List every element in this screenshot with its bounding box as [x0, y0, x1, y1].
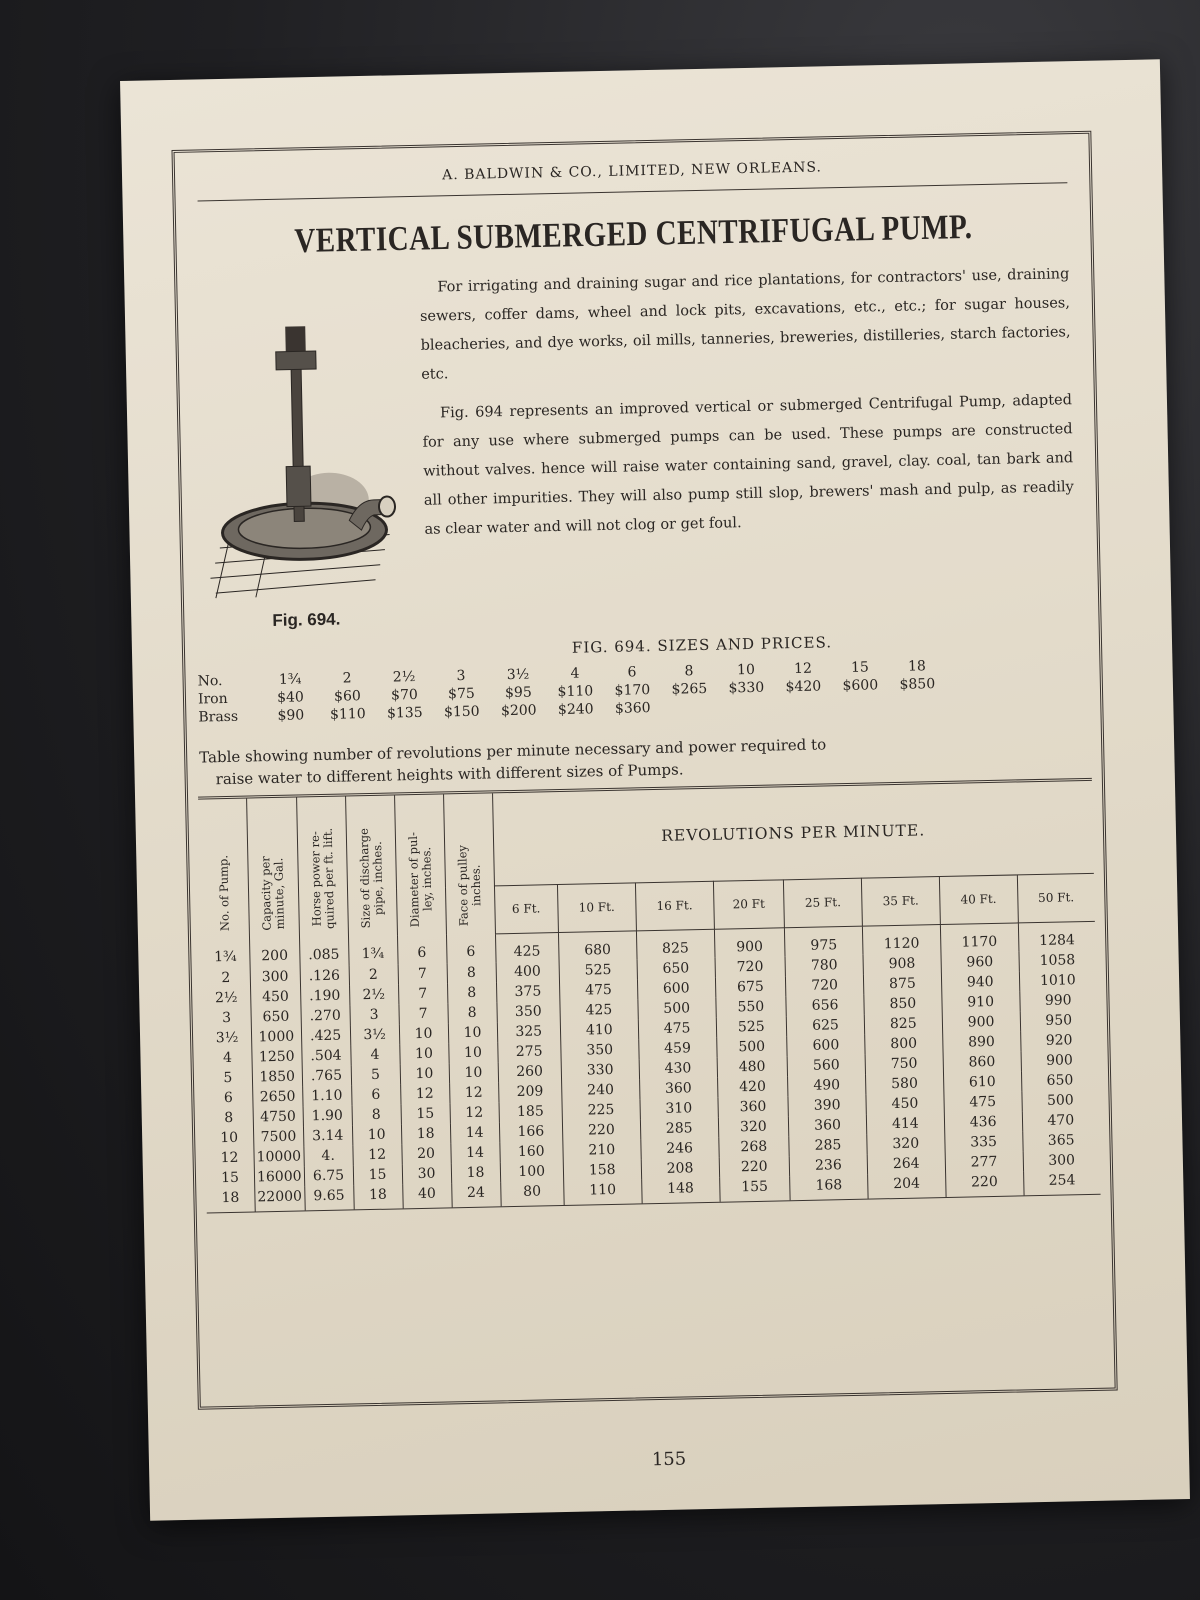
pump-figure [199, 274, 406, 632]
table-cell: 436 [944, 1111, 1022, 1133]
prices-cell [889, 693, 946, 712]
prices-cell: 3½ [506, 666, 530, 684]
table-cell: 650 [251, 1006, 301, 1027]
table-cell: 365 [1047, 1131, 1075, 1149]
table-cell: 475 [559, 979, 637, 1001]
table-cell: 875 [863, 973, 941, 995]
table-cell: 720 [715, 956, 786, 977]
page-frame [171, 131, 1117, 1410]
prices-cell: $135 [386, 704, 423, 722]
prices-cell: $600 [842, 677, 879, 695]
table-cell: 410 [560, 1019, 638, 1041]
table-cell: 990 [1044, 991, 1072, 1009]
table-cell: 155 [719, 1176, 790, 1201]
table-cell: 8 [447, 982, 496, 1003]
column-header-text: Face of pulley inches. [454, 844, 483, 927]
table-cell: 860 [943, 1051, 1021, 1073]
table-cell: 15 [401, 1103, 450, 1124]
prices-cell: $200 [500, 702, 537, 720]
table-cell: 20 [401, 1143, 450, 1164]
prices-cell: $420 [785, 678, 822, 696]
table-cell: 475 [944, 1091, 1022, 1113]
prices-cell: $40 [276, 689, 305, 706]
prices-cell: $850 [899, 676, 936, 693]
table-cell: 200 [250, 937, 300, 967]
table-cell: 425 [560, 999, 638, 1021]
table-cell: 254 [1048, 1171, 1076, 1189]
table-cell: 4. [303, 1145, 352, 1166]
table-cell: 2½ [202, 987, 251, 1008]
table-cell: 1058 [1039, 951, 1076, 969]
column-header-text: No. of Pump. [215, 854, 232, 932]
table-cell: 6 [446, 933, 496, 963]
table-cell: 10 [205, 1127, 254, 1148]
rpm-heading: REVOLUTIONS PER MINUTE. [661, 821, 926, 845]
table-cell: 680 [558, 930, 636, 960]
table-cell: 375 [496, 981, 560, 1002]
table-cell: .504 [301, 1045, 350, 1066]
table-cell: 209 [498, 1081, 562, 1102]
table-cell: .085 [299, 936, 349, 966]
table-cell: 7 [398, 1003, 447, 1024]
table-cell: 825 [636, 929, 714, 959]
table-cell: 100 [500, 1161, 564, 1182]
table-cell: 550 [715, 996, 786, 1017]
table-cell: 975 [785, 926, 863, 956]
table-caption-line2: raise water to different heights with different sizes of Pumps. [215, 760, 684, 789]
table-cell: 4 [203, 1047, 252, 1068]
table-cell: 910 [942, 991, 1020, 1013]
table-cell: 330 [561, 1059, 639, 1081]
column-header-text: Horse power re- quired per ft. lift. [307, 827, 337, 929]
height-header: 35 Ft. [861, 877, 940, 926]
table-cell: 3.14 [303, 1125, 352, 1146]
table-cell: 12 [400, 1083, 449, 1104]
table-cell: 625 [786, 1014, 864, 1036]
table-cell: 1010 [1039, 971, 1076, 989]
table-cell: 160 [499, 1141, 563, 1162]
table-cell: 2 [349, 964, 398, 985]
prices-cell: 4 [570, 665, 580, 682]
intro-section [199, 260, 1076, 632]
table-cell: 900 [1045, 1051, 1074, 1069]
table-cell: 30 [402, 1163, 451, 1184]
table-cell: 204 [868, 1173, 946, 1199]
table-cell: 220 [562, 1119, 640, 1141]
prices-cell: $170 [614, 682, 651, 699]
table-cell: 890 [942, 1031, 1020, 1053]
paragraph-description: Fig. 694 represents an improved vertical or submerged Centrifugal Pump, adapted for any use where submerged pumps can be used. These pumps are constructed without valves. hence will raise water containing sand, gravel, clay. coal, tan bark and all other impurities. They will also pump still slop, brewers' mash and pulp, as readily as clear water and will not clog or get foul. [422, 392, 1074, 538]
table-cell: 5 [351, 1064, 400, 1085]
table-cell: 246 [641, 1137, 719, 1159]
prices-cell: $110 [329, 706, 366, 723]
table-cell: 310 [640, 1097, 718, 1119]
prices-cell: 6 [627, 664, 637, 681]
table-cell: 225 [562, 1099, 640, 1121]
prices-cell: 8 [684, 663, 694, 680]
table-cell: 425 [495, 932, 559, 962]
table-cell: 675 [715, 976, 786, 997]
column-header [198, 799, 249, 940]
table-cell: 360 [788, 1114, 866, 1136]
table-cell: 7 [398, 983, 447, 1004]
table-cell: 148 [641, 1177, 719, 1203]
table-cell: 940 [941, 971, 1019, 993]
table-cell: 650 [637, 957, 715, 979]
prices-row-label: Iron [197, 690, 228, 708]
prices-cell: $110 [557, 683, 594, 701]
table-cell: 2650 [253, 1086, 303, 1107]
table-cell: 277 [945, 1151, 1023, 1173]
height-header: 25 Ft. [784, 878, 863, 927]
paragraph-usage: For irrigating and draining sugar and rice plantations, for contractors' use, draining sewers, coffer dams, wheel and lock pits, excavations, etc., etc.; for sugar houses, bleacheries, and dye works, oil mills, tanneries, breweries, distilleries, starch factories, etc. [419, 266, 1071, 383]
prices-cell [775, 695, 832, 714]
table-cell: 12 [450, 1102, 499, 1123]
table-cell: 18 [401, 1123, 450, 1144]
prices-cell: $60 [333, 688, 361, 705]
height-header: 10 Ft. [557, 883, 636, 932]
table-cell: 3 [202, 1007, 251, 1028]
table-cell: 610 [943, 1071, 1021, 1093]
table-cell: 6 [397, 934, 447, 964]
table-cell: 15 [353, 1164, 402, 1185]
table-cell: 325 [497, 1021, 561, 1042]
table-cell: 110 [564, 1179, 642, 1205]
table-cell: 24 [451, 1182, 500, 1207]
table-cell: 7 [398, 963, 447, 984]
table-cell: 12 [449, 1082, 498, 1103]
prices-cell: 2½ [392, 668, 416, 686]
table-cell: 22000 [255, 1186, 305, 1211]
table-cell: 420 [717, 1076, 788, 1097]
table-cell: 10 [449, 1062, 498, 1083]
table-cell: 300 [250, 966, 300, 987]
table-cell: 1850 [252, 1066, 302, 1087]
table-cell: 500 [1046, 1091, 1074, 1109]
table-cell: 166 [499, 1121, 563, 1142]
table-cell: .190 [300, 985, 349, 1006]
column-header-text: Capacity per minute, Gal. [258, 855, 288, 931]
table-cell: 7500 [253, 1126, 303, 1147]
table-cell: 900 [714, 927, 785, 957]
table-cell: 320 [867, 1133, 945, 1155]
table-cell: 220 [945, 1171, 1023, 1197]
table-cell: 8 [447, 962, 496, 983]
table-cell: 12 [352, 1144, 401, 1165]
table-cell: 450 [866, 1093, 944, 1115]
prices-cell: 15 [850, 659, 870, 676]
prices-row-label: Brass [198, 708, 239, 726]
table-cell: 80 [500, 1181, 564, 1206]
table-cell: 10 [399, 1043, 448, 1064]
table-cell: 168 [790, 1174, 868, 1200]
table-cell: 4750 [253, 1106, 303, 1127]
table-cell: 320 [718, 1116, 789, 1137]
running-head: A. BALDWIN & CO., LIMITED, NEW ORLEANS. [197, 154, 1067, 201]
table-cell: 268 [718, 1136, 789, 1157]
table-cell: 18 [206, 1187, 255, 1212]
table-cell: 1284 [1039, 931, 1075, 949]
table-cell: 10 [399, 1023, 448, 1044]
page-number: 155 [651, 1448, 687, 1471]
prices-cell: 18 [907, 658, 927, 675]
table-cell: 210 [563, 1139, 641, 1161]
table-cell: 12 [205, 1147, 254, 1168]
table-cell: 10 [448, 1022, 497, 1043]
revolutions-table-wrap [198, 778, 1101, 1212]
table-cell: 158 [563, 1159, 641, 1181]
table-cell: 850 [864, 993, 942, 1015]
description-text [419, 260, 1076, 628]
table-cell: 600 [787, 1034, 865, 1056]
table-cell: .126 [300, 965, 349, 986]
table-cell: 1250 [252, 1046, 302, 1067]
column-header [296, 796, 348, 937]
table-cell: 908 [863, 953, 941, 975]
table-cell: 40 [402, 1183, 451, 1208]
table-cell: 6 [351, 1084, 400, 1105]
prices-cell: $150 [443, 703, 480, 721]
table-cell: 1170 [940, 922, 1018, 952]
prices-cell [718, 696, 775, 715]
prices-cell: $240 [557, 701, 594, 719]
table-cell: 470 [1047, 1111, 1075, 1129]
table-cell: 360 [717, 1096, 788, 1117]
table-cell: 1120 [862, 924, 940, 954]
table-cell: 350 [496, 1001, 560, 1022]
table-cell: 10000 [254, 1146, 304, 1167]
table-cell: 16000 [254, 1166, 304, 1187]
table-cell: 500 [638, 997, 716, 1019]
table-cell: 1.10 [302, 1085, 351, 1106]
revolutions-table [198, 781, 1100, 1212]
table-cell: 1¾ [348, 935, 398, 965]
table-cell: 208 [641, 1157, 719, 1179]
table-cell: 750 [865, 1053, 943, 1075]
table-cell: 3½ [350, 1024, 399, 1045]
prices-cell [832, 694, 889, 713]
table-cell: 600 [637, 977, 715, 999]
table-cell: 350 [561, 1039, 639, 1061]
table-cell: 500 [716, 1036, 787, 1057]
column-header-text: Size of discharge pipe, inches. [356, 827, 386, 929]
prices-cell: 2 [342, 670, 352, 687]
height-header: 40 Ft. [939, 875, 1018, 924]
table-cell: 9.65 [304, 1185, 353, 1210]
prices-cell: $330 [728, 679, 765, 697]
table-cell: 414 [866, 1113, 944, 1135]
column-header [247, 798, 299, 939]
table-cell: 8 [205, 1107, 254, 1128]
column-header [345, 795, 397, 936]
prices-cell: 12 [793, 660, 813, 678]
height-header: 16 Ft. [635, 881, 714, 930]
prices-row-label: No. [197, 673, 223, 690]
prices-cell: $75 [447, 685, 475, 703]
sizes-prices-table [197, 657, 946, 727]
table-cell: 6 [204, 1087, 253, 1108]
table-cell: 960 [941, 951, 1019, 973]
table-cell: .270 [300, 1005, 349, 1026]
table-cell: 18 [451, 1162, 500, 1183]
prices-cell: $265 [671, 680, 708, 698]
table-cell: 560 [787, 1054, 865, 1076]
table-cell: 1000 [251, 1026, 301, 1047]
prices-cell: $95 [504, 684, 532, 702]
table-cell: 525 [559, 959, 637, 981]
table-cell: 6.75 [304, 1165, 353, 1186]
table-cell: 920 [1045, 1031, 1073, 1049]
height-header: 6 Ft. [494, 885, 558, 934]
table-cell: 656 [786, 994, 864, 1016]
table-cell: 720 [786, 974, 864, 996]
table-cell: 8 [352, 1104, 401, 1125]
column-header [394, 794, 446, 935]
table-cell: 240 [561, 1079, 639, 1101]
table-cell: 275 [497, 1041, 561, 1062]
table-cell: 360 [639, 1077, 717, 1099]
pump-illustration [205, 304, 401, 608]
prices-cell: $90 [277, 707, 305, 724]
table-cell: 2½ [349, 984, 398, 1005]
table-cell: 825 [864, 1013, 942, 1035]
table-cell: 5 [204, 1067, 253, 1088]
height-header: 20 Ft [713, 880, 785, 929]
table-cell: 300 [1048, 1151, 1076, 1169]
table-cell: 15 [206, 1167, 255, 1188]
table-cell: 260 [498, 1061, 562, 1082]
table-caption-line1: Table showing number of revolutions per minute necessary and power required to [199, 735, 827, 767]
table-cell: 285 [640, 1117, 718, 1139]
table-cell: 335 [944, 1131, 1022, 1153]
height-header: 50 Ft. [1017, 873, 1095, 922]
table-cell: 800 [865, 1033, 943, 1055]
table-cell: 3½ [203, 1027, 252, 1048]
table-cell: 2 [202, 967, 251, 988]
table-cell: 780 [785, 954, 863, 976]
column-header [443, 793, 495, 934]
table-cell: 14 [450, 1122, 499, 1143]
table-cell: 459 [638, 1037, 716, 1059]
table-cell: 950 [1045, 1011, 1073, 1029]
prices-cell: $360 [614, 700, 651, 717]
table-cell: 580 [865, 1073, 943, 1095]
table-cell: 390 [788, 1094, 866, 1116]
catalog-page [120, 59, 1190, 1520]
table-cell: 900 [942, 1011, 1020, 1033]
table-cell: 3 [349, 1004, 398, 1025]
page-title: VERTICAL SUBMERGED CENTRIFUGAL PUMP. [293, 207, 973, 261]
table-cell: 450 [251, 986, 301, 1007]
prices-cell: 1¾ [278, 671, 302, 688]
table-cell: 285 [789, 1134, 867, 1156]
prices-cell: $70 [390, 686, 418, 704]
table-cell: 8 [447, 1002, 496, 1023]
table-cell: 10 [448, 1042, 497, 1063]
table-cell: .765 [302, 1065, 351, 1086]
table-cell: 1¾ [201, 939, 250, 969]
figure-caption: Fig. 694. [272, 609, 341, 630]
table-cell: 490 [788, 1074, 866, 1096]
table-cell: 264 [867, 1153, 945, 1175]
table-cell: 480 [717, 1056, 788, 1077]
column-header-text: Diameter of pul- ley, inches. [405, 831, 435, 928]
table-cell: 10 [352, 1124, 401, 1145]
table-cell: 4 [350, 1044, 399, 1065]
prices-cell: 10 [736, 661, 756, 679]
prices-cell: 3 [456, 667, 466, 685]
table-cell: 1.90 [303, 1105, 352, 1126]
table-cell: 18 [353, 1184, 402, 1209]
prices-heading: FIG. 694. SIZES AND PRICES. [571, 633, 833, 657]
table-cell: 475 [638, 1017, 716, 1039]
table-cell: 525 [716, 1016, 787, 1037]
table-cell: 220 [719, 1156, 790, 1177]
table-cell: 236 [789, 1154, 867, 1176]
table-cell: 10 [400, 1063, 449, 1084]
table-cell: 400 [496, 961, 560, 982]
table-cell: 14 [450, 1142, 499, 1163]
table-cell: 650 [1046, 1071, 1074, 1089]
table-cell: 185 [499, 1101, 563, 1122]
prices-cell [661, 698, 718, 717]
table-cell: .425 [301, 1025, 350, 1046]
table-cell: 430 [639, 1057, 717, 1079]
